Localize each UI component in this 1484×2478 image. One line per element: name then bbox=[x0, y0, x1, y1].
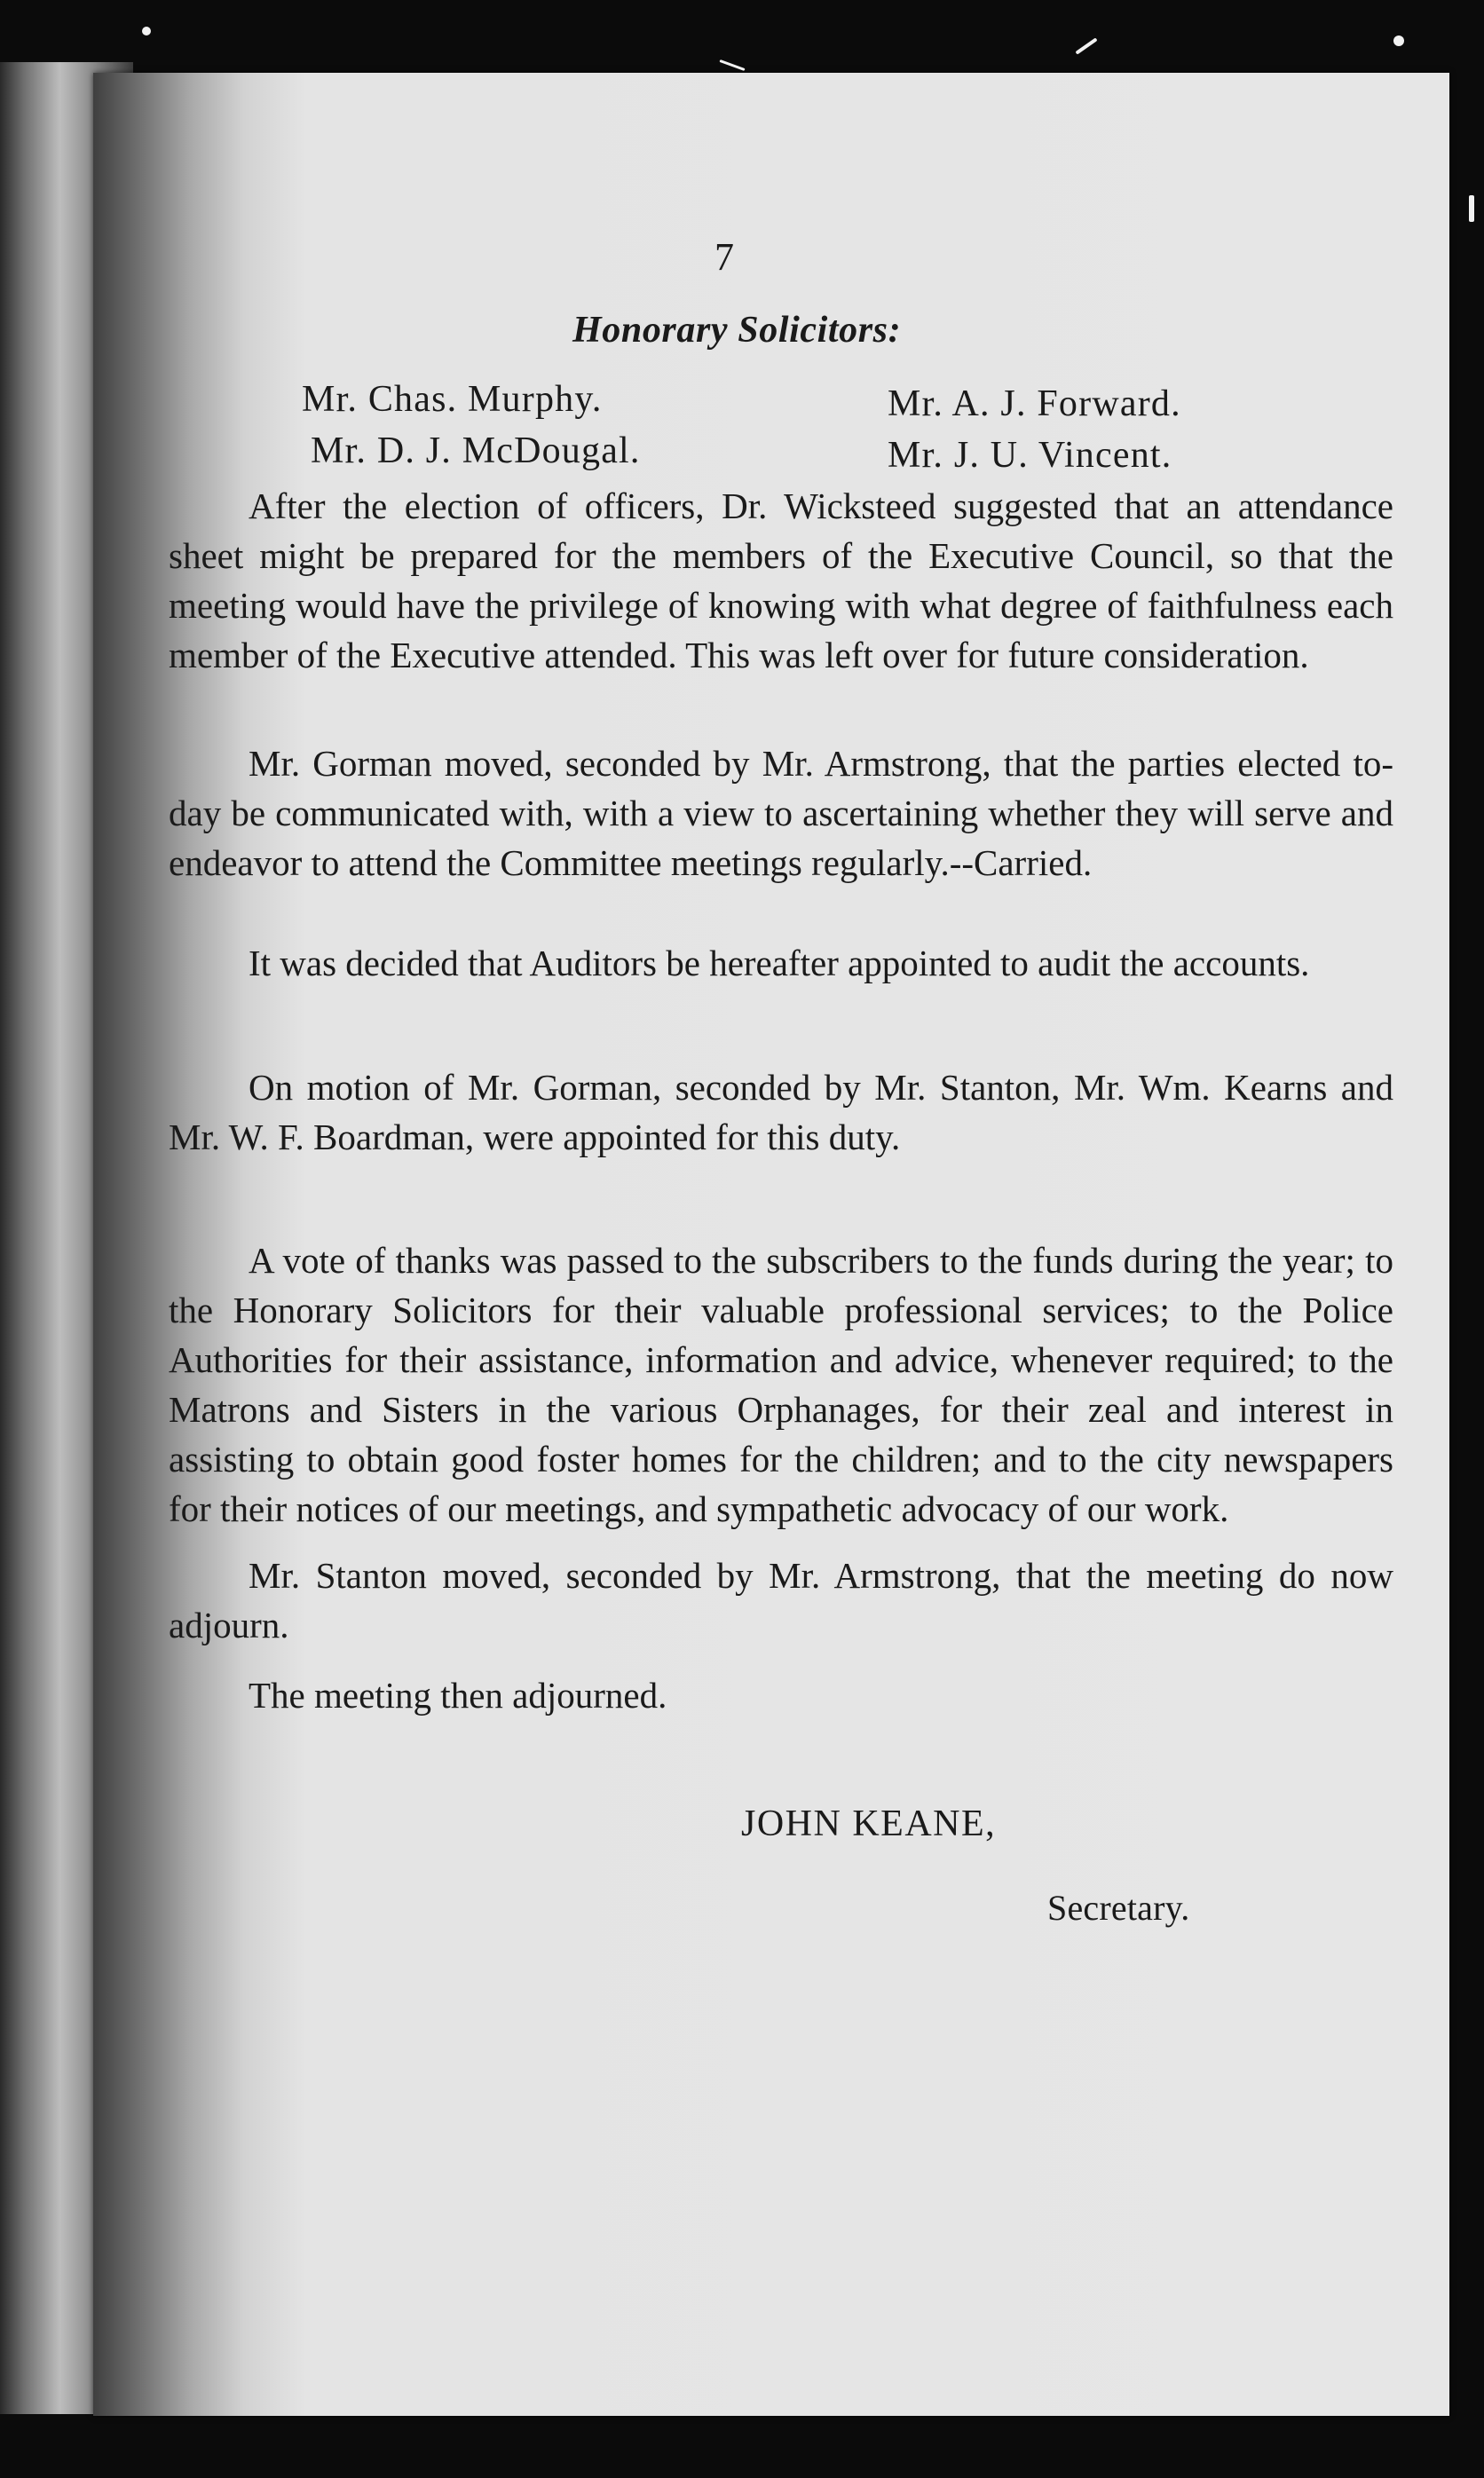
paragraph-auditor-appointment bbox=[169, 1062, 1393, 1162]
solicitor-name: Mr. J. U. Vincent. bbox=[888, 435, 1172, 476]
paragraph-text: It was decided that Auditors be hereafter appointed to audit the accounts. bbox=[249, 943, 1310, 983]
solicitor-name: Mr. A. J. Forward. bbox=[888, 383, 1181, 424]
solicitor-name: Mr. D. J. McDougal. bbox=[311, 430, 641, 471]
paragraph-adjourn-motion bbox=[169, 1551, 1393, 1650]
paragraph-text: A vote of thanks was passed to the subscribers to the funds during the year; to the Honorary Solicitors for their valuable professional services; to the Police Authorities for their assistance, information and advice, whenever required; to the Matrons and Sisters in the various Orphanages, for their zeal and interest in assisting to obtain good foster homes for the children; and to the city newspapers for their notices of our meetings, and sympathetic advocacy of our work. bbox=[169, 1240, 1393, 1529]
document-page bbox=[93, 73, 1449, 2416]
paragraph-text: On motion of Mr. Gorman, seconded by Mr. Stanton, Mr. Wm. Kearns and Mr. W. F. Boardman, were appointed for this duty. bbox=[169, 1067, 1393, 1157]
paragraph-attendance-sheet bbox=[169, 481, 1393, 680]
solicitor-name: Mr. Chas. Murphy. bbox=[302, 379, 603, 420]
page-number: 7 bbox=[714, 235, 735, 279]
paragraph-vote-of-thanks bbox=[169, 1235, 1393, 1534]
paragraph-text: Mr. Gorman moved, seconded by Mr. Armstrong, that the parties elected to-day be communicated with, with a view to ascertaining whether they will serve and endeavor to attend the Committee meetings regularly.--Carried. bbox=[169, 743, 1393, 883]
scan-speck bbox=[1393, 36, 1404, 46]
section-heading: Honorary Solicitors: bbox=[572, 310, 902, 351]
scan-speck bbox=[1075, 37, 1097, 54]
scan-speck bbox=[1469, 195, 1474, 222]
scan-speck bbox=[142, 27, 151, 36]
paragraph-auditors bbox=[169, 938, 1393, 988]
paragraph-text: The meeting then adjourned. bbox=[249, 1675, 667, 1716]
paragraph-communication-motion bbox=[169, 738, 1393, 888]
scan-speck bbox=[719, 59, 745, 71]
paragraph-text: After the election of officers, Dr. Wicksteed suggested that an attendance sheet might be prepared for the members of the Executive Council, so that the meeting would have the privilege of knowing with what degree of faithfulness each member of the Executive attended. This was left over for future consideration. bbox=[169, 485, 1393, 675]
signature-title: Secretary. bbox=[1047, 1888, 1190, 1928]
paragraph-adjourned bbox=[169, 1670, 1393, 1720]
paragraph-text: Mr. Stanton moved, seconded by Mr. Armstrong, that the meeting do now adjourn. bbox=[169, 1555, 1393, 1645]
signature-name: JOHN KEANE, bbox=[741, 1803, 997, 1844]
